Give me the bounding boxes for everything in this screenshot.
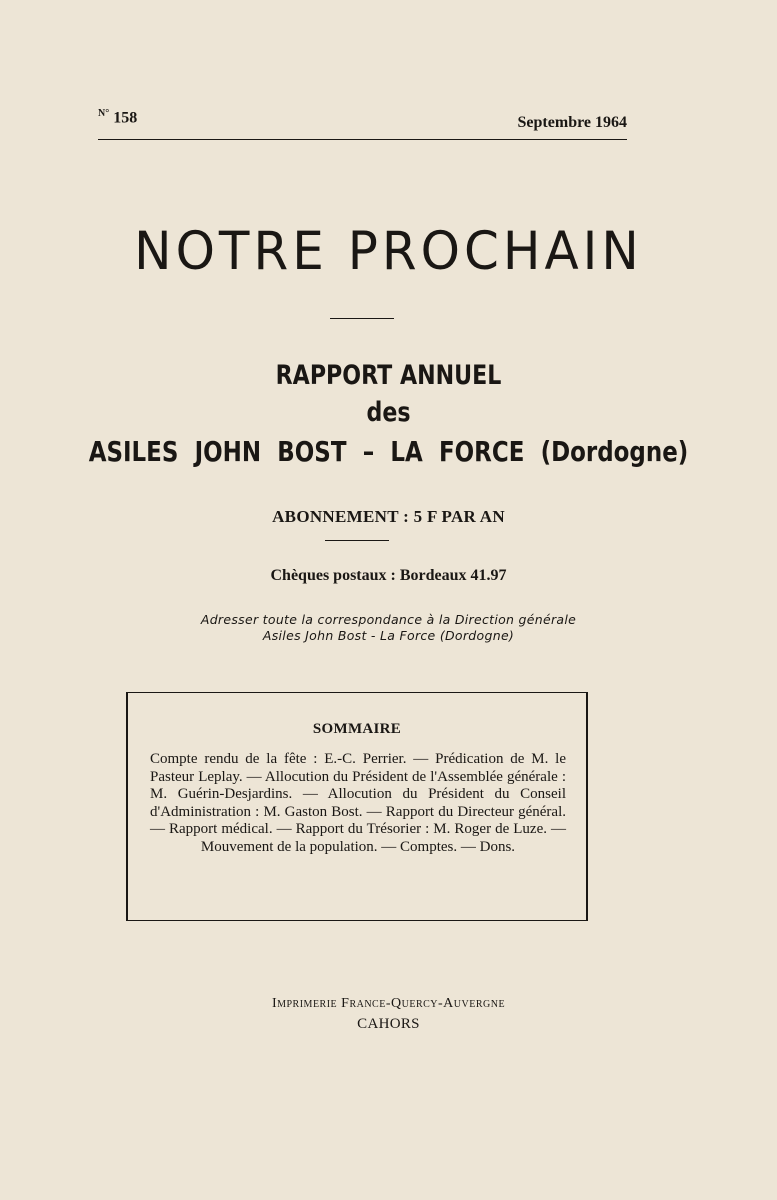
issue-date: Septembre 1964	[517, 114, 627, 131]
summary-heading: SOMMAIRE	[312, 721, 402, 737]
printer-city: CAHORS	[357, 1016, 420, 1032]
summary-text: Compte rendu de la fête : E.-C. Perrier. — Prédication de M. le Pasteur Leplay. — Allocution du Président de l'Assemblée générale : M. Guérin-Desjardins. — Allocution du Président du Conseil d'Administration : M. Gaston Bost. — Rapport du Directeur général. — Rapport médical. — Rapport du Trésorier : M. Roger de Luze. — Mouvement de la population. — Comptes. — Dons.	[150, 751, 566, 855]
subtitle-line-3-part-2: LA FORCE (Dordogne)	[390, 435, 689, 468]
header-divider	[98, 139, 627, 140]
address-line-2: Asiles John Bost - La Force (Dordogne)	[262, 628, 515, 643]
address-line-1: Adresser toute la correspondance à la Direction générale	[200, 612, 577, 627]
subscription-divider	[325, 540, 389, 541]
page-title: NOTRE PROCHAIN	[134, 220, 643, 282]
issue-number-value: 158	[113, 109, 138, 127]
issue-prefix: N°	[98, 108, 110, 119]
printer-name: Imprimerie France-Quercy-Auvergne	[271, 996, 506, 1011]
subtitle-line-3	[70, 435, 707, 468]
summary-box	[126, 692, 588, 921]
subtitle-line-3-part-1: ASILES JOHN BOST	[88, 435, 347, 468]
postal-cheques: Chèques postaux : Bordeaux 41.97	[270, 567, 507, 584]
subtitle-dash: –	[362, 435, 375, 468]
title-divider	[330, 318, 394, 319]
issue-number	[98, 108, 137, 127]
subtitle-line-2: des	[366, 397, 411, 428]
subtitle-line-1: RAPPORT ANNUEL	[275, 360, 502, 391]
subscription-price: ABONNEMENT : 5 F PAR AN	[272, 507, 505, 526]
